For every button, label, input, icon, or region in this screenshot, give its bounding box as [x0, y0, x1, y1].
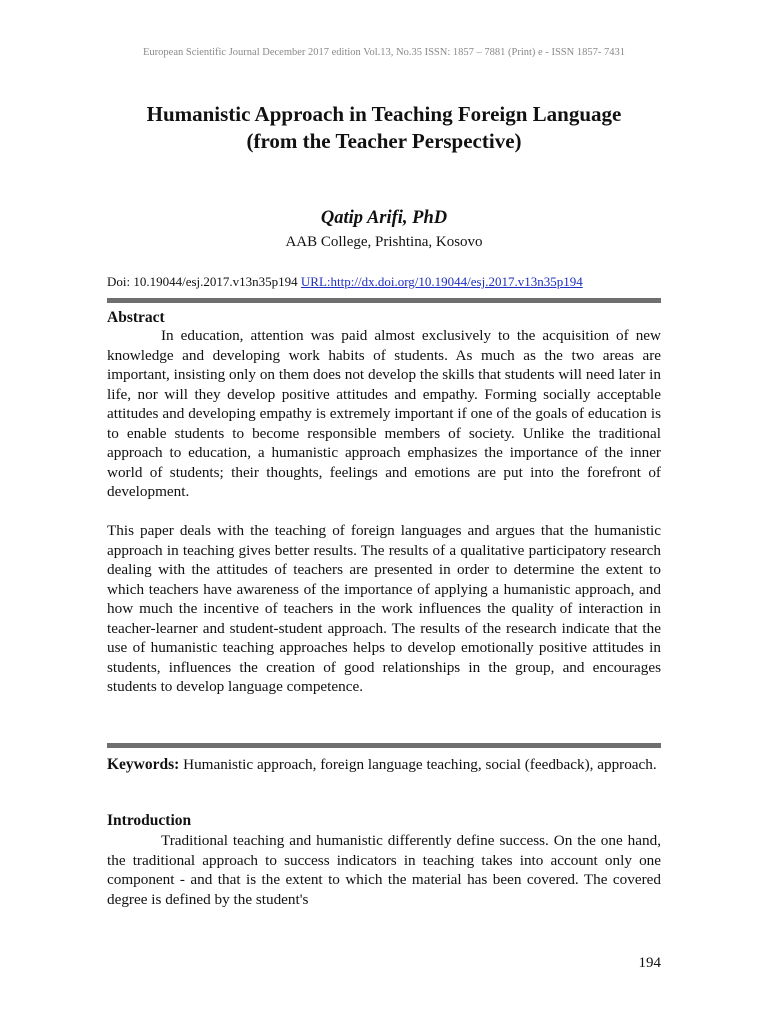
title-line-1: Humanistic Approach in Teaching Foreign Language	[146, 102, 622, 126]
author-name: Qatip Arifi, PhD	[320, 208, 448, 228]
introduction-paragraph	[107, 831, 661, 909]
doi-line	[107, 274, 667, 290]
bottom-divider	[107, 743, 661, 748]
abstract-text-1: In education, attention was paid almost exclusively to the acquisition of new knowledge and developing work habits of students. As much as the two areas are important, insisting only on them does not develop the skills that students will need later in life, nor will they develop positive attitudes and empathy. Forming socially acceptable attitudes and developing empathy is extremely important if one of the goals of education is to enable students to become responsible members of society. Unlike the traditional approach to education, a humanistic approach emphasizes the importance of the inner world of students; their thoughts, feelings and emotions are put into the forefront of development.	[107, 327, 661, 500]
top-divider	[107, 298, 661, 303]
abstract-heading: Abstract	[107, 309, 165, 326]
introduction-heading: Introduction	[107, 812, 192, 829]
keywords-block	[107, 755, 661, 775]
abstract-paragraph-2	[107, 521, 661, 697]
abstract-paragraph-1	[107, 326, 661, 502]
doi-label: Doi: 10.19044/esj.2017.v13n35p194	[107, 274, 298, 289]
doi-link[interactable]: URL:http://dx.doi.org/10.19044/esj.2017.v13n35p194	[300, 274, 583, 289]
page-number: 194	[638, 955, 661, 971]
abstract-text-2: This paper deals with the teaching of foreign languages and argues that the humanistic approach in teaching gives better results. The results of a qualitative participatory research dealing with the attitudes of teachers are presented in order to determine the extent to which teachers have awareness of the importance of applying a humanistic approach, and how much the incentive of teachers in the work influences the quality of interaction in teacher-learner and student-student approach. The results of the research indicate that the use of humanistic teaching approaches helps to develop emotionally positive attitudes in students, influences the creation of good relationships in the group, and encourages students to develop language competence.	[107, 522, 661, 695]
introduction-text-1: Traditional teaching and humanistic differently define success. On the one hand, the traditional approach to success indicators in teaching takes into account only one component - and that is the extent to which the material has been covered. The covered degree is defined by the student's	[107, 832, 661, 908]
journal-header: European Scientific Journal December 2017 edition Vol.13, No.35 ISSN: 1857 – 7881 (Print) e - ISSN 1857- 7431	[143, 47, 625, 58]
keywords-text: Humanistic approach, foreign language teaching, social (feedback), approach.	[183, 756, 657, 773]
keywords-label: Keywords:	[107, 756, 180, 773]
author-affiliation: AAB College, Prishtina, Kosovo	[285, 234, 483, 250]
title-line-2: (from the Teacher Perspective)	[246, 129, 522, 153]
paper-title	[0, 101, 768, 155]
